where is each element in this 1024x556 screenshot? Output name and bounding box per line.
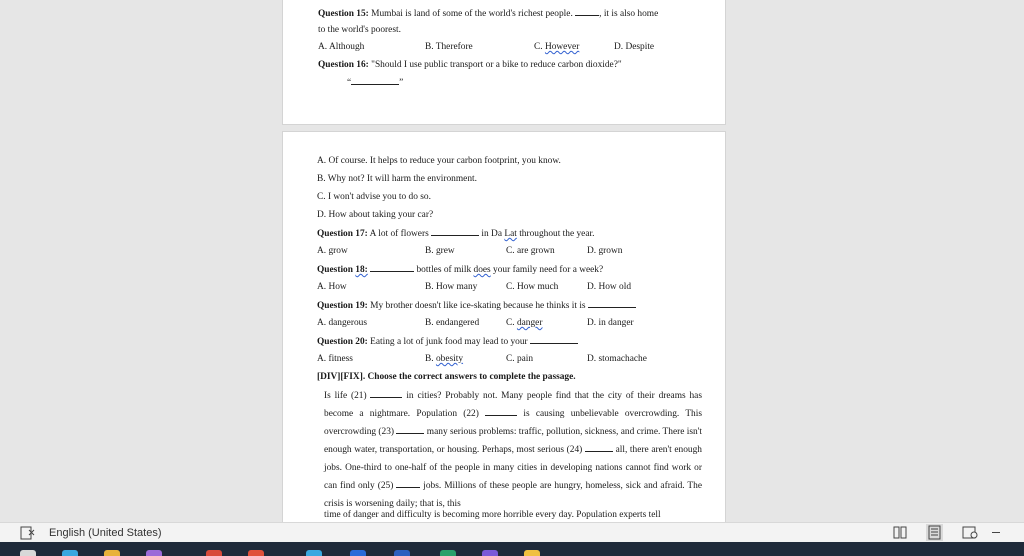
document-page-2 bbox=[283, 132, 725, 522]
passage bbox=[324, 387, 702, 513]
passage-part-4: many serious problems: traffic, pollution, sickness, and crime. There isn't enough water, transportation, or housing. Perhaps, most serious (24) bbox=[324, 427, 703, 455]
answer-blank bbox=[351, 76, 399, 85]
answer-blank bbox=[530, 335, 578, 344]
section-heading: [DIV][FIX]. Choose the correct answers to complete the passage. bbox=[317, 372, 576, 382]
option-a: A. How bbox=[317, 282, 347, 292]
language-indicator[interactable]: English (United States) bbox=[49, 527, 162, 539]
question-20-text: Eating a lot of junk food may lead to your bbox=[367, 337, 531, 347]
question-15-text-a: Mumbai is land of some of the world's richest people. bbox=[368, 9, 576, 19]
web-layout-icon[interactable] bbox=[962, 526, 978, 542]
question-17-text-a: A lot of flowers bbox=[367, 229, 432, 239]
question-15-label: Question 15: bbox=[318, 9, 369, 19]
outlook-icon[interactable] bbox=[350, 550, 366, 556]
word-icon[interactable] bbox=[394, 550, 410, 556]
spelling-flagged-word: does bbox=[473, 265, 491, 275]
answer-blank bbox=[588, 299, 636, 308]
passage-part-6: jobs. Millions of these people are hungry, homeless, sick and afraid. The crisis is worsening daily; that is, this bbox=[324, 481, 702, 509]
excel-icon[interactable] bbox=[440, 550, 456, 556]
taskbar bbox=[0, 542, 1024, 556]
passage-part-2: in cities? Probably not. Many people find that the city of their dreams has become a nightmare. Population (22) bbox=[324, 391, 702, 419]
question-16-label: Question 16: bbox=[318, 60, 369, 70]
passage-cut-text: time of danger and difficulty is becoming more horrible every day. Population experts tell bbox=[324, 510, 661, 520]
option-b: B. endangered bbox=[425, 318, 480, 328]
question-17-label: Question 17: bbox=[317, 229, 368, 239]
option-c bbox=[506, 317, 542, 329]
option-c bbox=[534, 41, 579, 53]
start-icon[interactable] bbox=[20, 550, 36, 556]
answer-blank bbox=[431, 227, 479, 236]
print-layout-icon[interactable] bbox=[926, 524, 943, 541]
passage-part-3: is causing unbelievable overcrowding. This overcrowding (23) bbox=[324, 409, 702, 437]
question-15 bbox=[318, 7, 658, 20]
question-18-text-b: your family need for a week? bbox=[490, 265, 604, 275]
spelling-flagged-word: danger bbox=[516, 318, 543, 328]
question-16-option-a: A. Of course. It helps to reduce your carbon footprint, you know. bbox=[317, 156, 561, 166]
zoom-out-icon[interactable] bbox=[992, 532, 1000, 533]
passage-part-1: Is life (21) bbox=[324, 391, 371, 401]
folder-icon[interactable] bbox=[524, 550, 540, 556]
option-b: B. grew bbox=[425, 246, 455, 256]
answer-blank-24 bbox=[585, 443, 613, 452]
answer-blank bbox=[575, 7, 599, 16]
option-d: D. Despite bbox=[614, 42, 655, 52]
option-d: D. grown bbox=[587, 246, 623, 256]
option-d: D. in danger bbox=[587, 318, 634, 328]
close-quote: ” bbox=[399, 78, 404, 88]
question-16-option-b: B. Why not? It will harm the environment. bbox=[317, 174, 477, 184]
question-16-option-d: D. How about taking your car? bbox=[317, 210, 434, 220]
answer-blank bbox=[370, 263, 414, 272]
option-a: A. grow bbox=[317, 246, 348, 256]
question-18 bbox=[317, 263, 603, 276]
option-c-prefix: C. bbox=[534, 42, 545, 52]
proofing-icon[interactable] bbox=[20, 526, 36, 543]
teams-icon[interactable] bbox=[482, 550, 498, 556]
spelling-flagged-word: Lat bbox=[504, 229, 517, 239]
option-b bbox=[425, 353, 463, 365]
option-b-prefix: B. bbox=[425, 354, 436, 364]
spelling-flagged-word: However bbox=[544, 42, 580, 52]
question-17 bbox=[317, 227, 594, 240]
question-17-text-b-prefix: in Da bbox=[479, 229, 505, 239]
edge-icon[interactable] bbox=[62, 550, 78, 556]
option-c: C. pain bbox=[506, 354, 534, 364]
powerpoint-icon[interactable] bbox=[206, 550, 222, 556]
question-16-option-c: C. I won't advise you to do so. bbox=[317, 192, 431, 202]
status-bar bbox=[0, 522, 1024, 543]
question-19 bbox=[317, 299, 636, 312]
question-16-text: "Should I use public transport or a bike to reduce carbon dioxide?" bbox=[368, 60, 622, 70]
question-20-label: Question 20: bbox=[317, 337, 368, 347]
answer-blank-21 bbox=[370, 389, 402, 398]
option-d: D. stomachache bbox=[587, 354, 647, 364]
store-icon[interactable] bbox=[306, 550, 322, 556]
question-15-continued: to the world's poorest. bbox=[318, 25, 401, 35]
option-c-prefix: C. bbox=[506, 318, 517, 328]
question-18-label-prefix: Question bbox=[317, 265, 356, 275]
question-18-label-number: 18: bbox=[355, 265, 368, 275]
option-c: C. are grown bbox=[506, 246, 555, 256]
answer-blank-23 bbox=[396, 425, 424, 434]
question-16-answer-line bbox=[347, 76, 403, 89]
option-a: A. Although bbox=[318, 42, 365, 52]
read-mode-icon[interactable] bbox=[893, 526, 907, 542]
app-icon[interactable] bbox=[146, 550, 162, 556]
open-quote: “ bbox=[347, 78, 352, 88]
answer-blank-22 bbox=[485, 407, 517, 416]
option-c: C. How much bbox=[506, 282, 559, 292]
option-d: D. How old bbox=[587, 282, 632, 292]
question-18-text-a: bottles of milk bbox=[414, 265, 474, 275]
option-b: B. How many bbox=[425, 282, 478, 292]
question-17-text-b-suffix: throughout the year. bbox=[516, 229, 595, 239]
answer-blank-25 bbox=[396, 479, 420, 488]
question-15-text-b: , it is also home bbox=[599, 9, 659, 19]
option-b: B. Therefore bbox=[425, 42, 473, 52]
question-19-text: My brother doesn't like ice-skating because he thinks it is bbox=[367, 301, 588, 311]
option-a: A. dangerous bbox=[317, 318, 367, 328]
passage-part-5: all, there aren't enough jobs. One-third to one-half of the people in many cities in developing nations cannot find work or can find only (25) bbox=[324, 445, 702, 491]
question-19-label: Question 19: bbox=[317, 301, 368, 311]
document-page-1 bbox=[283, 0, 725, 124]
question-20 bbox=[317, 335, 578, 348]
chrome-icon[interactable] bbox=[248, 550, 264, 556]
option-a: A. fitness bbox=[317, 354, 353, 364]
spelling-flagged-word: obesity bbox=[435, 354, 464, 364]
question-16 bbox=[318, 59, 622, 71]
file-explorer-icon[interactable] bbox=[104, 550, 120, 556]
